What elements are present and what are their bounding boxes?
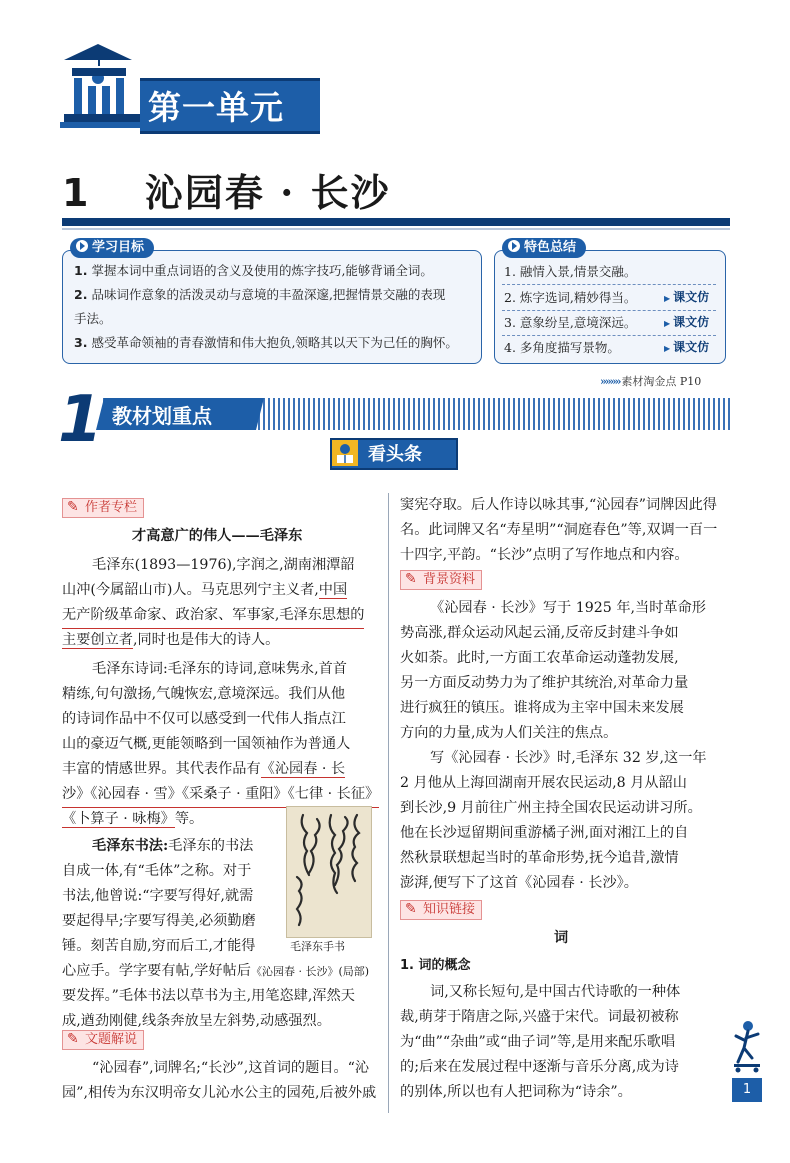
- text-line: 的;后来在发展过程中逐渐与音乐分离,成为诗: [400, 1059, 679, 1075]
- feature-item: 1. 融情入景,情景交融。: [504, 264, 637, 279]
- text-line: 词,又称长短句,是中国古代诗歌的一种体: [430, 984, 681, 1000]
- text-line: 毛泽东书法:毛泽东的书法: [92, 838, 254, 854]
- text-line: 火如荼。此时,一方面工农革命运动蓬勃发展,: [400, 650, 679, 666]
- feature-link[interactable]: ▶ 课文仿: [664, 338, 709, 355]
- play-icon: [508, 240, 520, 252]
- knowledge-label: ✎ 知识链接: [400, 900, 482, 920]
- feature-item: 3. 意象纷呈,意境深远。: [504, 315, 637, 330]
- title-explain-label: ✎ 文题解说: [62, 1030, 144, 1050]
- text-line: 无产阶级革命家、政治家、军事家,毛泽东思想的: [62, 603, 364, 629]
- calligraphy-image: [286, 806, 372, 938]
- feature-divider: [502, 310, 716, 311]
- lesson-number: 1: [62, 171, 91, 215]
- text-line: 的别体,所以也有人把词称为“诗余”。: [400, 1084, 632, 1100]
- lesson-name: 沁园春 · 长沙: [144, 170, 391, 215]
- calligraphy-caption: 毛泽东手书: [290, 940, 345, 953]
- text-line: 势高涨,群众运动风起云涌,反帝反封建斗争如: [400, 625, 679, 641]
- text-line: 成,遒劲刚健,线条奔放呈左斜势,动感强烈。: [62, 1013, 331, 1029]
- section-title: 教材划重点: [112, 404, 212, 428]
- section-number: 1: [58, 383, 103, 457]
- text-line: 方向的力量,成为人们关注的焦点。: [400, 725, 618, 741]
- text-line: 《沁园春 · 长沙》写于 1925 年,当时革命形: [430, 600, 706, 616]
- text-line: 园”,相传为东汉明帝女儿沁水公主的园苑,后被外戚: [62, 1085, 377, 1101]
- ci-subheading: 1. 词的概念: [400, 958, 471, 973]
- author-label: ✎ 作者专栏: [62, 498, 144, 518]
- text-line: 写《沁园春 · 长沙》时,毛泽东 32 岁,这一年: [430, 750, 707, 766]
- feature-item: 2. 炼字选词,精妙得当。: [504, 290, 637, 305]
- text-line: 主要创立者,同时也是伟大的诗人。: [62, 632, 280, 648]
- feature-link[interactable]: ▶ 课文仿: [664, 288, 709, 305]
- page-number: 1: [732, 1078, 762, 1102]
- goal-item: 3. 感受革命领袖的青春激情和伟大抱负,领略其以天下为己任的胸怀。: [74, 335, 458, 350]
- text-line: 要发挥。”毛体书法以草书为主,用笔恣肆,浑然天: [62, 988, 355, 1004]
- study-goals-label: 学习目标: [70, 238, 154, 258]
- feature-item: 4. 多角度描写景物。: [504, 340, 620, 355]
- text-line: 进行疯狂的镇压。谁将成为主宰中国未来发展: [400, 700, 684, 716]
- title-rule: [62, 218, 730, 226]
- text-line: 到长沙,9 月前往广州主持全国农民运动讲习所。: [400, 800, 702, 816]
- column-divider: [388, 493, 389, 1113]
- background-label: ✎ 背景资料: [400, 570, 482, 590]
- feature-divider: [502, 335, 716, 336]
- text-line: 然秋景联想起当时的革命形势,抚今追昔,激情: [400, 850, 679, 866]
- text-line: 为“曲”“杂曲”或“曲子词”等,是用来配乐歌唱: [400, 1034, 676, 1050]
- feature-divider: [502, 284, 716, 285]
- reference-tag: »»»» 素材淘金点 P10: [600, 373, 701, 389]
- text-line: 书法,他曾说:“字要写得好,就需: [62, 888, 254, 904]
- text-line: 十四字,平韵。“长沙”点明了写作地点和内容。: [400, 547, 689, 563]
- ci-heading: 词: [554, 930, 569, 946]
- text-line: 《卜算子 · 咏梅》等。: [62, 811, 204, 827]
- goal-item: 手法。: [74, 311, 112, 326]
- text-line: 毛泽东(1893—1976),字润之,湖南湘潭韶: [92, 557, 355, 573]
- text-line: 锤。刻苦自励,穷而后工,才能得: [62, 938, 256, 954]
- features-label: 特色总结: [502, 238, 586, 258]
- text-line: “沁园春”,词牌名;“长沙”,这首词的题目。“沁: [92, 1060, 370, 1076]
- text-line: 裁,萌芽于隋唐之际,兴盛于宋代。词最初被称: [400, 1009, 679, 1025]
- text-line: 澎湃,便写下了这首《沁园春 · 长沙》。: [400, 875, 638, 891]
- text-line: 名。此词牌又名“寿星明”“洞庭春色”等,双调一百一: [400, 522, 718, 538]
- text-line: 2 月他从上海回湖南开展农民运动,8 月从韶山: [400, 775, 687, 791]
- text-line: 窦宪夺取。后人作诗以咏其事,“沁园春”词牌因此得: [400, 497, 717, 513]
- text-line: 毛泽东诗词:毛泽东的诗词,意味隽永,首首: [92, 661, 347, 677]
- text-line: 山的豪迈气概,更能领略到一国领袖作为普通人: [62, 736, 351, 752]
- skater-icon: [730, 1018, 764, 1074]
- text-line: 另一方面反动势力为了维护其统治,对革命力量: [400, 675, 689, 691]
- text-line: 要起得早;字要写得美,必须勤磨: [62, 913, 256, 929]
- goal-item: 2. 品味词作意象的活泼灵动与意境的丰盈深邃,把握情景交融的表现: [74, 287, 446, 302]
- text-line: 精练,句句激扬,气魄恢宏,意境深远。我们从他: [62, 686, 346, 702]
- lesson-title: [62, 162, 391, 217]
- play-icon: [76, 240, 88, 252]
- subsection-title: 看头条: [368, 444, 422, 465]
- title-rule-thin: [62, 228, 730, 230]
- calligraphy-strokes: [287, 807, 371, 937]
- text-line: 心应手。学字要有帖,学好帖后《沁园春 · 长沙》(局部): [62, 963, 370, 979]
- goal-item: 1. 掌握本词中重点词语的含义及使用的炼字技巧,能够背诵全词。: [74, 263, 433, 278]
- author-heading: 才高意广的伟人——毛泽东: [132, 528, 303, 544]
- feature-link[interactable]: ▶ 课文仿: [664, 313, 709, 330]
- school-building-icon: [60, 38, 150, 130]
- reader-icon: [332, 440, 358, 466]
- unit-title: 第一单元: [148, 88, 284, 127]
- text-line: 的诗词作品中不仅可以感受到一代伟人指点江: [62, 711, 346, 727]
- text-line: 山冲(今属韶山市)人。马克思列宁主义者,中国: [62, 582, 348, 598]
- text-line: 自成一体,有“毛体”之称。对于: [62, 863, 252, 879]
- text-line: 沙》《沁园春 · 雪》《采桑子 · 重阳》《七律 · 长征》: [62, 782, 379, 808]
- text-line: 丰富的情感世界。其代表作品有《沁园春 · 长: [62, 761, 346, 777]
- text-line: 他在长沙逗留期间重游橘子洲,面对湘江上的自: [400, 825, 689, 841]
